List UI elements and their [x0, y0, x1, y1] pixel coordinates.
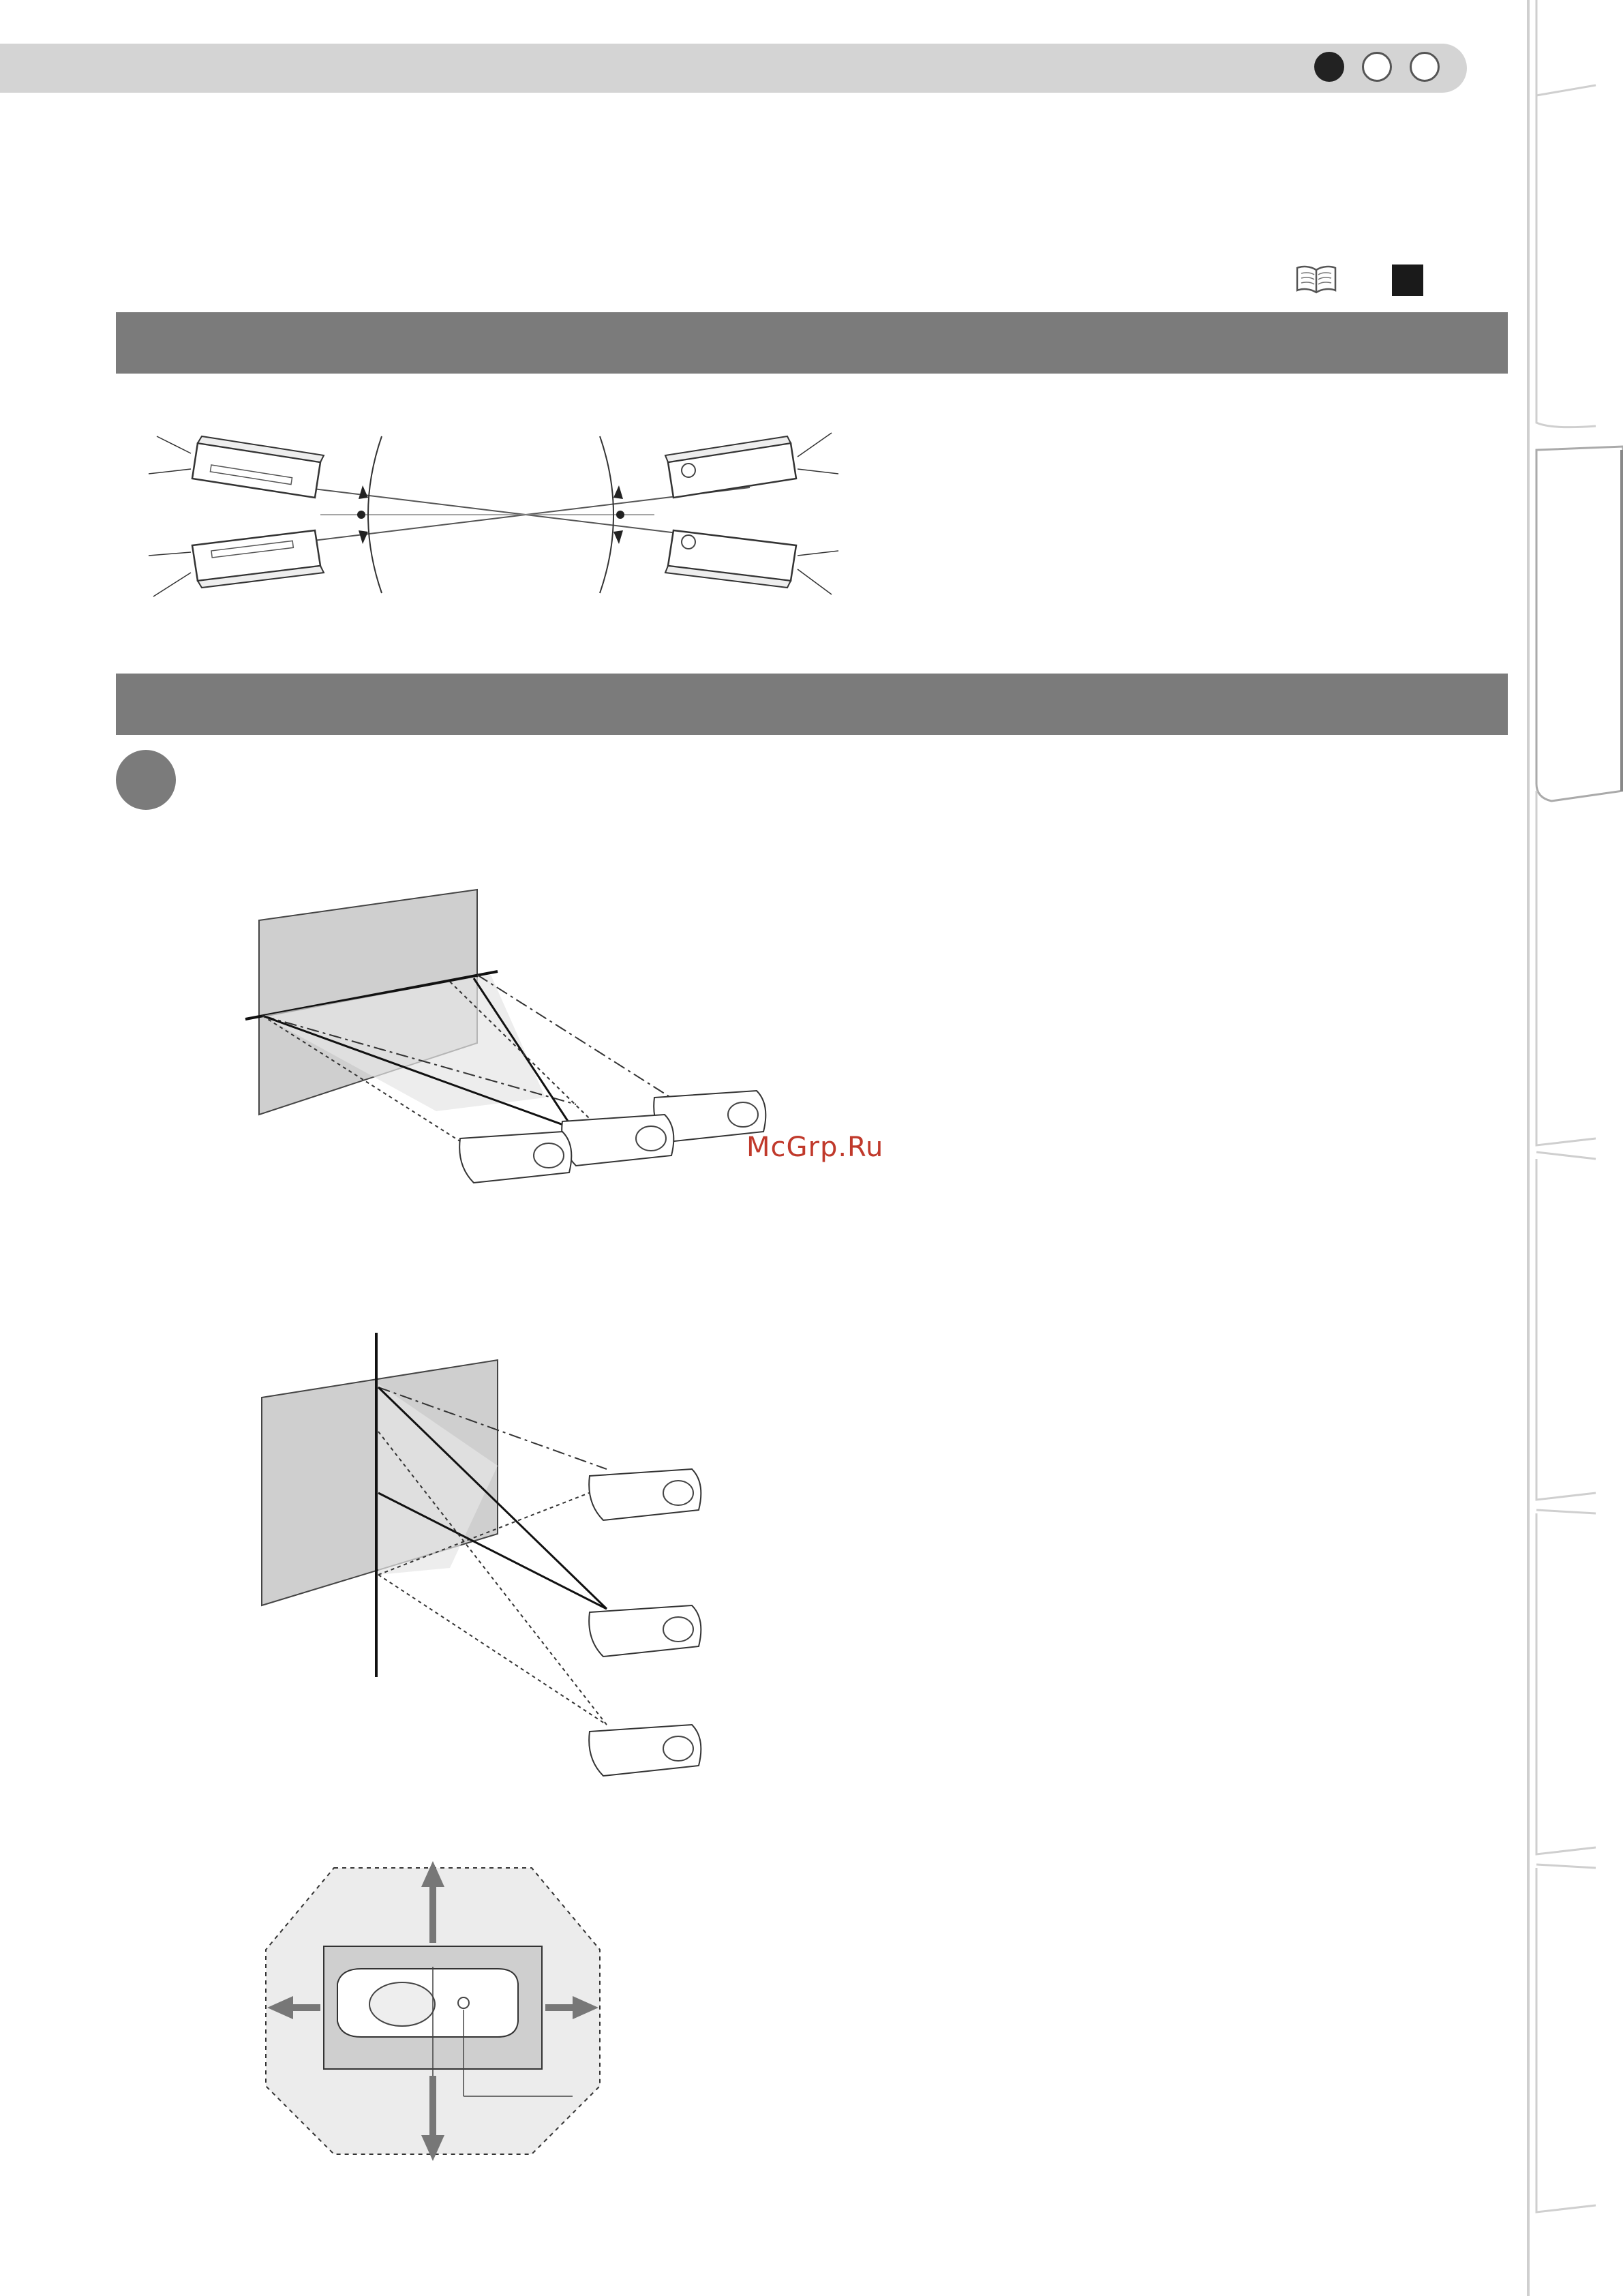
tilt-angle-diagram [136, 423, 859, 614]
projector-bottom-left [192, 530, 324, 588]
projector-left-position [459, 1132, 571, 1183]
shift-range-diagram [259, 1854, 613, 2168]
vertical-shift-diagram [245, 1323, 736, 1813]
projector-bottom-right [665, 530, 796, 588]
projector-upper-position [589, 1469, 701, 1520]
header-bar [0, 44, 1467, 93]
projector-front-view [337, 1969, 518, 2037]
projector-lower-position [589, 1725, 701, 1776]
page-indicator-dot [1410, 52, 1440, 82]
watermark-text: McGrp.Ru [746, 1132, 884, 1163]
page-indicator-dot [1362, 52, 1392, 82]
black-square-icon [1392, 265, 1423, 296]
tab-active [1536, 447, 1623, 801]
horizontal-shift-diagram [232, 879, 791, 1207]
projector-center-position [562, 1115, 673, 1166]
chapter-tabs [1524, 0, 1623, 2296]
projector-top-right [665, 436, 796, 498]
page-indicator-dot-active [1314, 52, 1344, 82]
section-header-installation-angle [116, 312, 1508, 374]
step-number-circle [116, 750, 176, 810]
book-icon [1295, 265, 1337, 294]
projector-top-left [192, 436, 324, 498]
projector-middle-position [589, 1605, 701, 1657]
section-header-lens-shift [116, 674, 1508, 735]
